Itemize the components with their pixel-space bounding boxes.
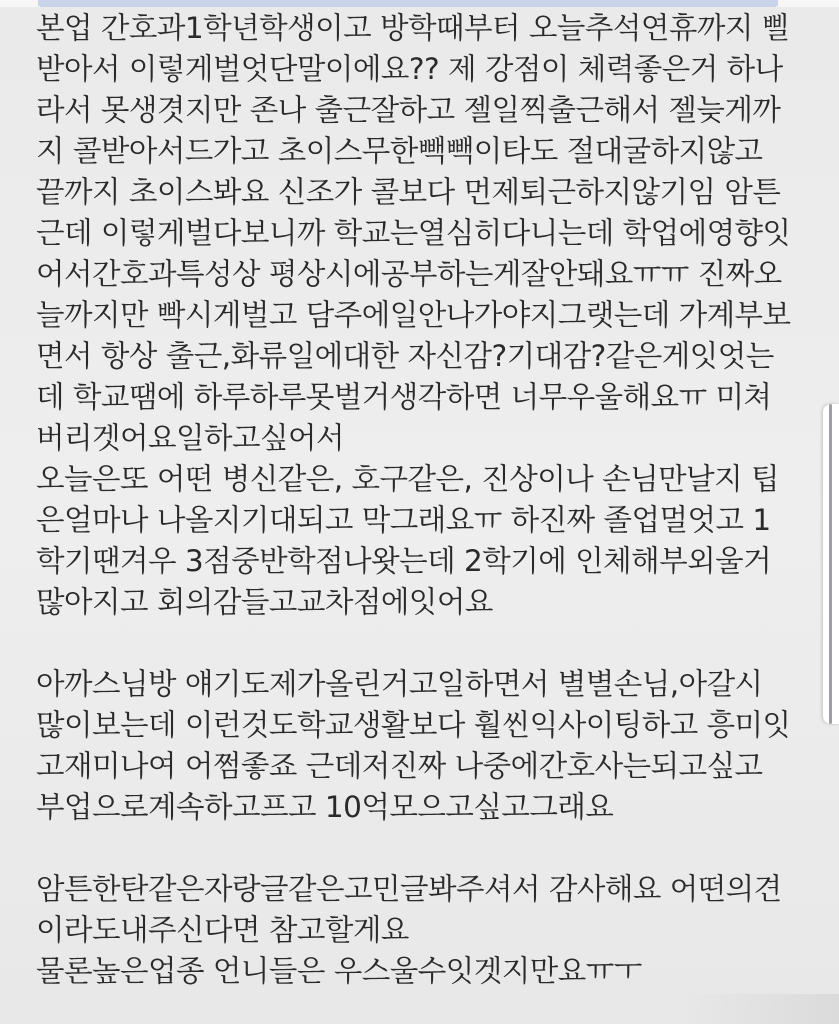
post-line: 끝까지 초이스봐요 신조가 콜보다 먼제퇴근하지않기임 암튼 xyxy=(36,175,781,209)
post-line: 늘까지만 빡시게벌고 담주에일안나가야지그랫는데 가계부보 xyxy=(36,298,791,332)
post-line: 버리겟어요일하고싶어서 xyxy=(36,421,344,455)
post-line: 부업으로계속하고프고 10억모으고싶고그래요 xyxy=(36,790,614,824)
post-line: 지 콜받아서드가고 초이스무한빽빽이타도 절대굴하지않고 xyxy=(36,134,763,168)
post-line: 이라도내주신다면 참고할게요 xyxy=(36,913,409,947)
post-line: 아까스님방 얘기도제가올린거고일하면서 별별손님,아갈시 xyxy=(36,667,763,701)
post-line: 물론높은업종 언니들은 우스울수잇겟지만요ㅠㅜ xyxy=(36,954,642,988)
paragraph-gap xyxy=(36,828,806,869)
post-line: 학기땐겨우 3점중반학점나왓는데 2학기에 인체해부외울거 xyxy=(36,544,772,578)
post-line: 암튼한탄같은자랑글같은고민글봐주셔서 감사해요 어떤의견 xyxy=(36,872,782,906)
post-line: 받아서 이렇게벌엇단말이에요?? 제 강점이 체력좋은거 하나 xyxy=(36,52,783,86)
post-line: 본업 간호과1학년학생이고 방학때부터 오늘추석연휴까지 삘 xyxy=(36,11,790,45)
corner-shade xyxy=(679,994,839,1024)
post-line: 많이보는데 이런것도학교생활보다 훨씬익사이팅하고 흥미잇 xyxy=(36,708,791,742)
post-line: 면서 항상 출근,화류일에대한 자신감?기대감?같은게잇엇는 xyxy=(36,339,774,373)
scroll-handle[interactable] xyxy=(823,404,839,724)
top-edge-accent xyxy=(38,0,778,7)
post-line: 오늘은또 어떤 병신같은, 호구같은, 진상이나 손님만날지 팁 xyxy=(36,462,779,496)
post-line: 어서간호과특성상 평상시에공부하는게잘안돼요ㅠㅠ 진짜오 xyxy=(36,257,782,291)
post-line: 고재미나여 어쩜좋죠 근데저진짜 나중에간호사는되고싶고 xyxy=(36,749,763,783)
post-line: 데 학교땜에 하루하루못벌거생각하면 너무우울해요ㅠ 미쳐 xyxy=(36,380,772,414)
scroll-grip[interactable] xyxy=(829,404,832,724)
post-line: 많아지고 회의감들고교차점에잇어요 xyxy=(36,585,493,619)
post-line: 근데 이렇게벌다보니까 학교는열심히다니는데 학업에영향잇 xyxy=(36,216,791,250)
paragraph-gap xyxy=(36,623,806,664)
post-line: 은얼마나 나올지기대되고 막그래요ㅠ 하진짜 졸업멀엇고 1 xyxy=(36,503,771,537)
post-body xyxy=(36,8,806,992)
post-line: 라서 못생겻지만 존나 출근잘하고 젤일찍출근해서 젤늦게까 xyxy=(36,93,781,127)
top-edge-bar xyxy=(0,0,839,7)
